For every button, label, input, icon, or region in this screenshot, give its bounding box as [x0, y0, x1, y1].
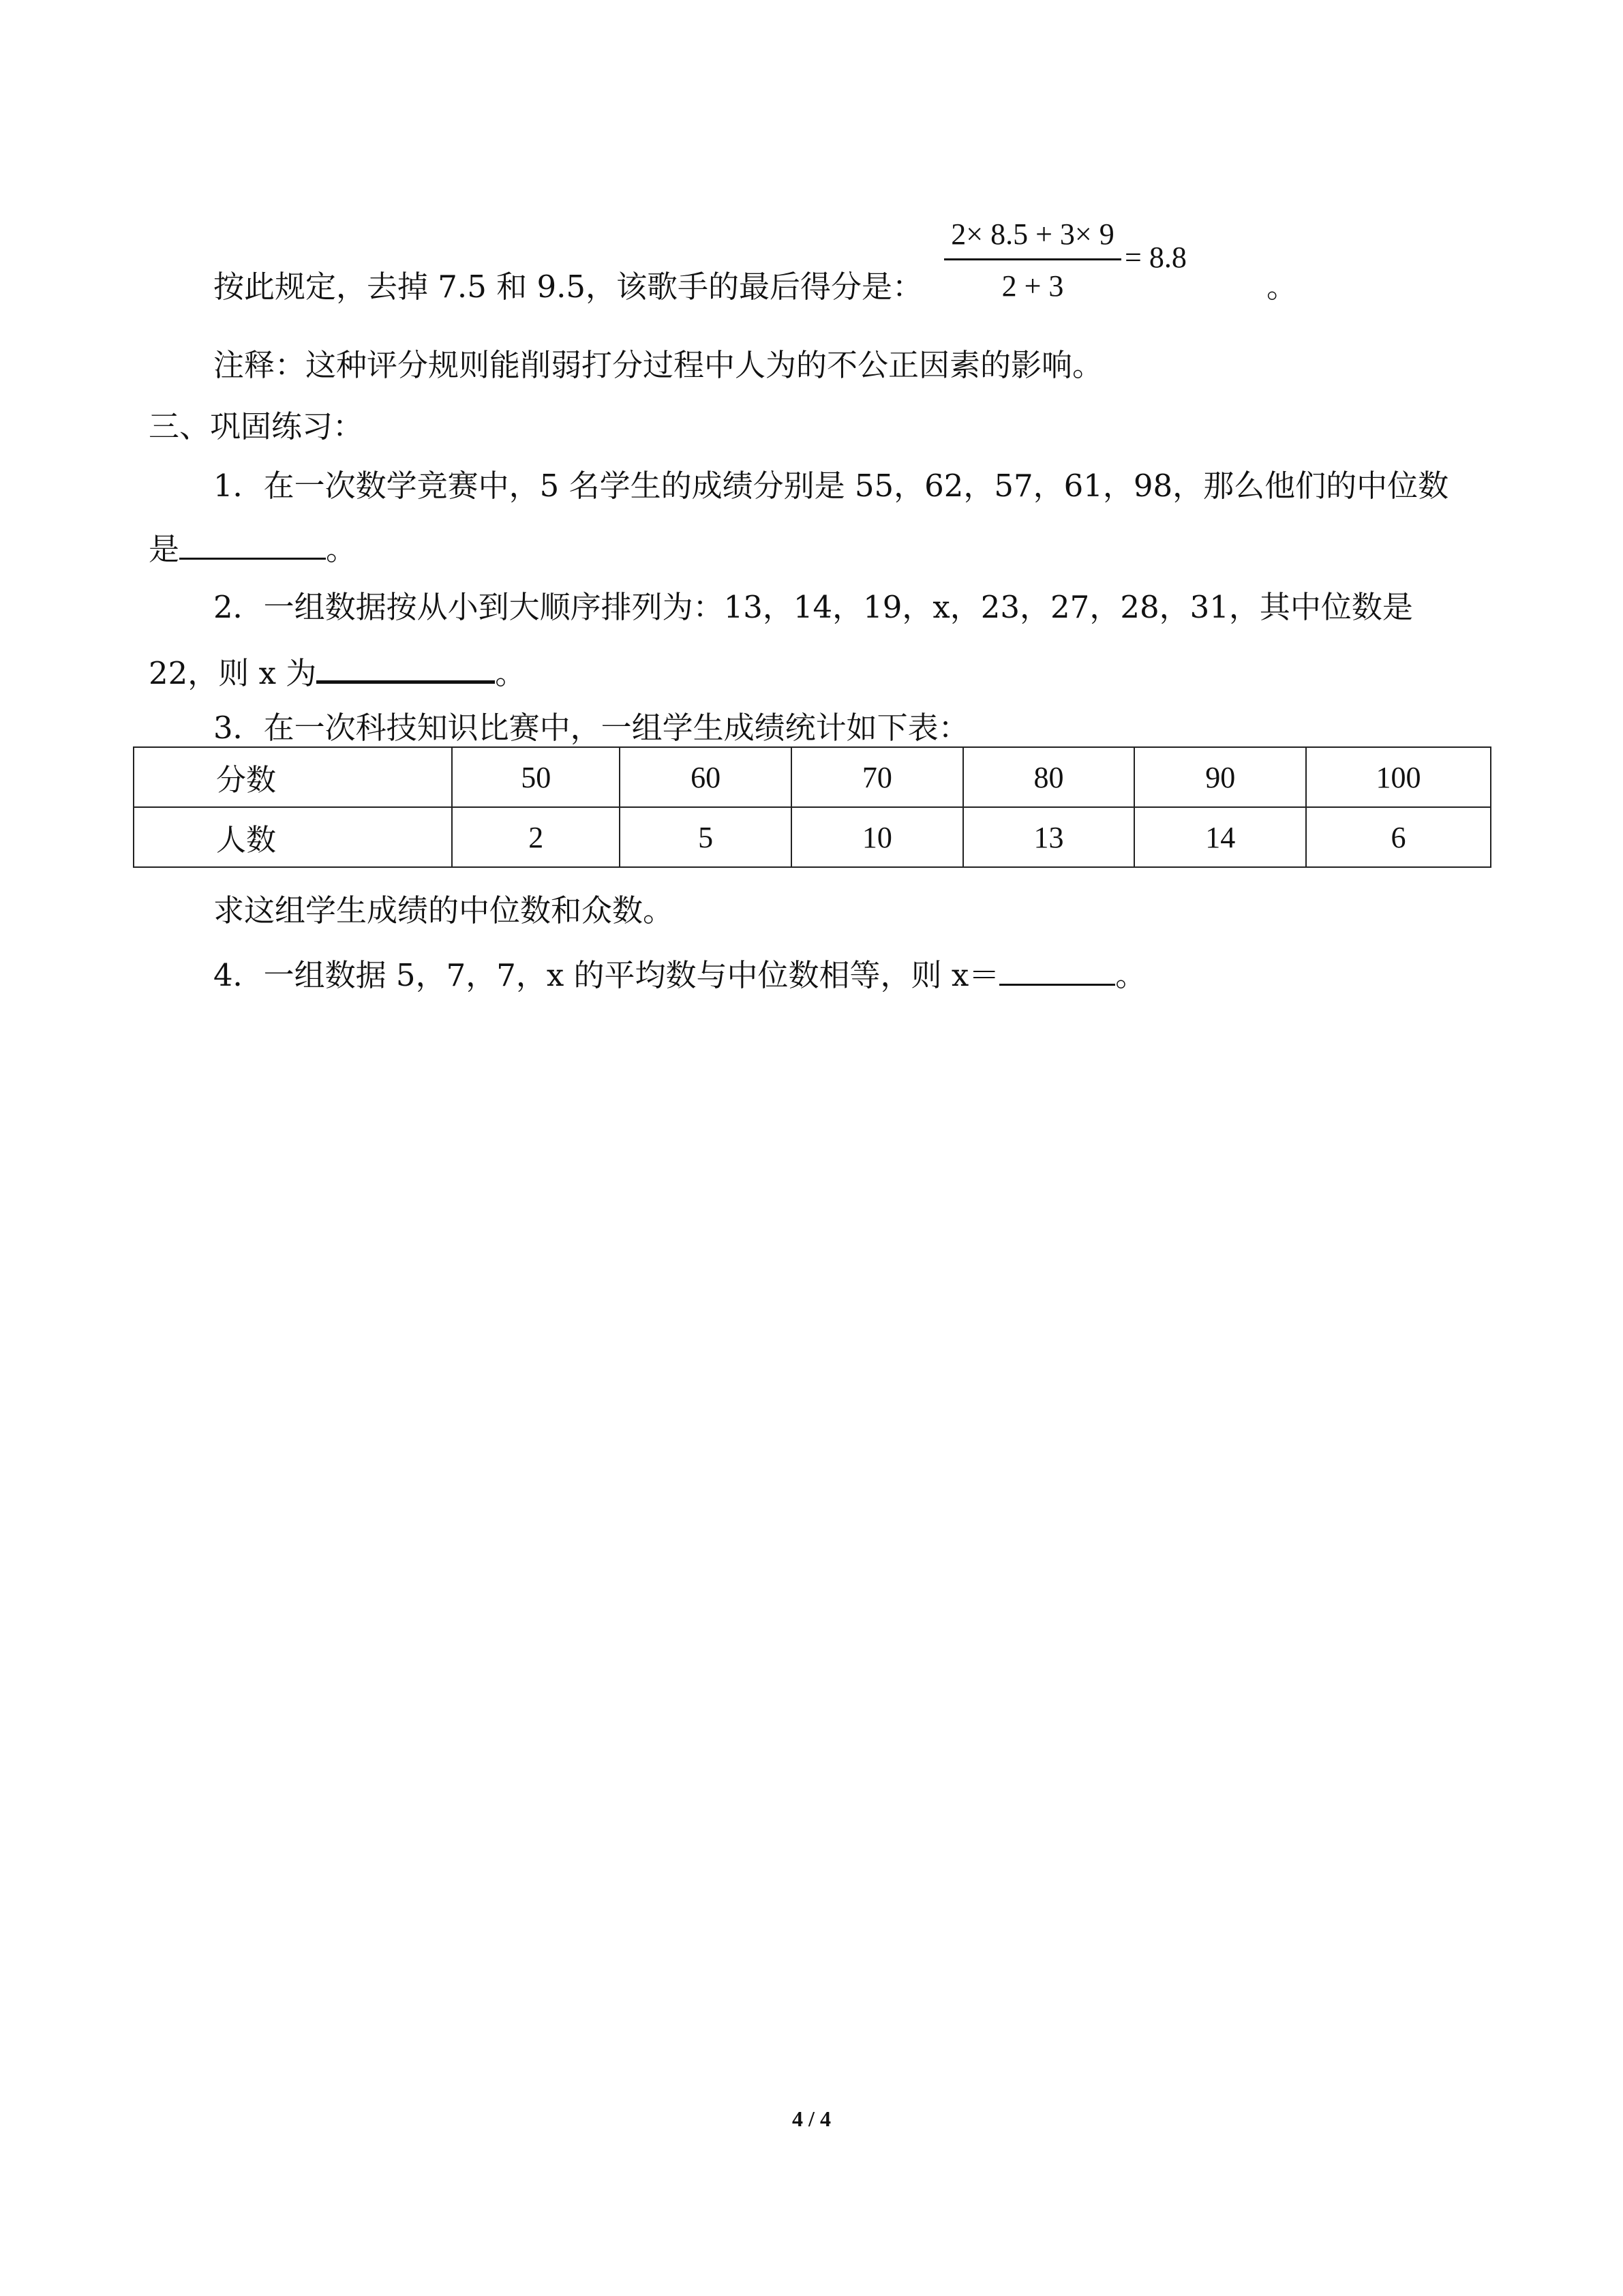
page-number: 4 / 4	[792, 2106, 831, 2131]
table-cell: 6	[1306, 807, 1491, 867]
answer-blank-2[interactable]	[316, 653, 495, 684]
table-row	[134, 807, 1491, 867]
question-3-ask: 求这组学生成绩的中位数和众数。	[213, 892, 674, 928]
formula-result: = 8.8	[1125, 241, 1187, 274]
question-2-suffix: 。	[495, 655, 526, 691]
question-4	[213, 956, 1146, 991]
table-row-label: 分数	[134, 747, 452, 807]
table-cell: 70	[791, 747, 963, 807]
question-2-line1: 2．一组数据按从小到大顺序排列为：13，14，19，x，23，27，28，31，其中位数是	[213, 589, 1413, 625]
formula-numerator: 2× 8.5 + 3× 9	[944, 217, 1121, 260]
table-row-label: 人数	[134, 807, 452, 867]
table-cell: 14	[1134, 807, 1306, 867]
table-cell: 13	[963, 807, 1135, 867]
question-1-suffix: 。	[326, 531, 357, 567]
note-text: 注释：这种评分规则能削弱打分过程中人为的不公正因素的影响。	[213, 347, 1104, 383]
table-row	[134, 747, 1491, 807]
answer-blank-1[interactable]	[179, 530, 326, 560]
question-1-line2	[149, 530, 357, 567]
answer-blank-4[interactable]	[999, 956, 1115, 986]
question-4-prefix: 4．一组数据 5，7，7，x 的平均数与中位数相等，则 x＝	[213, 957, 1000, 993]
question-2-prefix: 22，则 x 为	[149, 655, 317, 691]
table-cell: 60	[620, 747, 791, 807]
rule-text: 按此规定，去掉 7.5 和 9.5，该歌手的最后得分是：	[213, 269, 924, 305]
table-cell: 100	[1306, 747, 1491, 807]
score-table	[133, 746, 1491, 868]
question-1-line1: 1．在一次数学竞赛中，5 名学生的成绩分别是 55，62，57，61，98，那么他们的中位数	[213, 468, 1449, 504]
table-cell: 10	[791, 807, 963, 867]
table-cell: 50	[452, 747, 620, 807]
formula-denominator: 2 + 3	[1001, 269, 1064, 303]
question-4-suffix: 。	[1115, 957, 1147, 993]
rule-end-mark: 。	[1266, 269, 1298, 305]
formula-fraction	[944, 217, 1121, 303]
question-1-prefix: 是	[149, 531, 180, 567]
table-cell: 5	[620, 807, 791, 867]
table-cell: 90	[1134, 747, 1306, 807]
question-3-text: 3．在一次科技知识比赛中，一组学生成绩统计如下表：	[213, 710, 969, 746]
question-2-line2	[149, 653, 526, 689]
section-heading: 三、巩固练习：	[149, 408, 364, 444]
table-cell: 80	[963, 747, 1135, 807]
table-cell: 2	[452, 807, 620, 867]
